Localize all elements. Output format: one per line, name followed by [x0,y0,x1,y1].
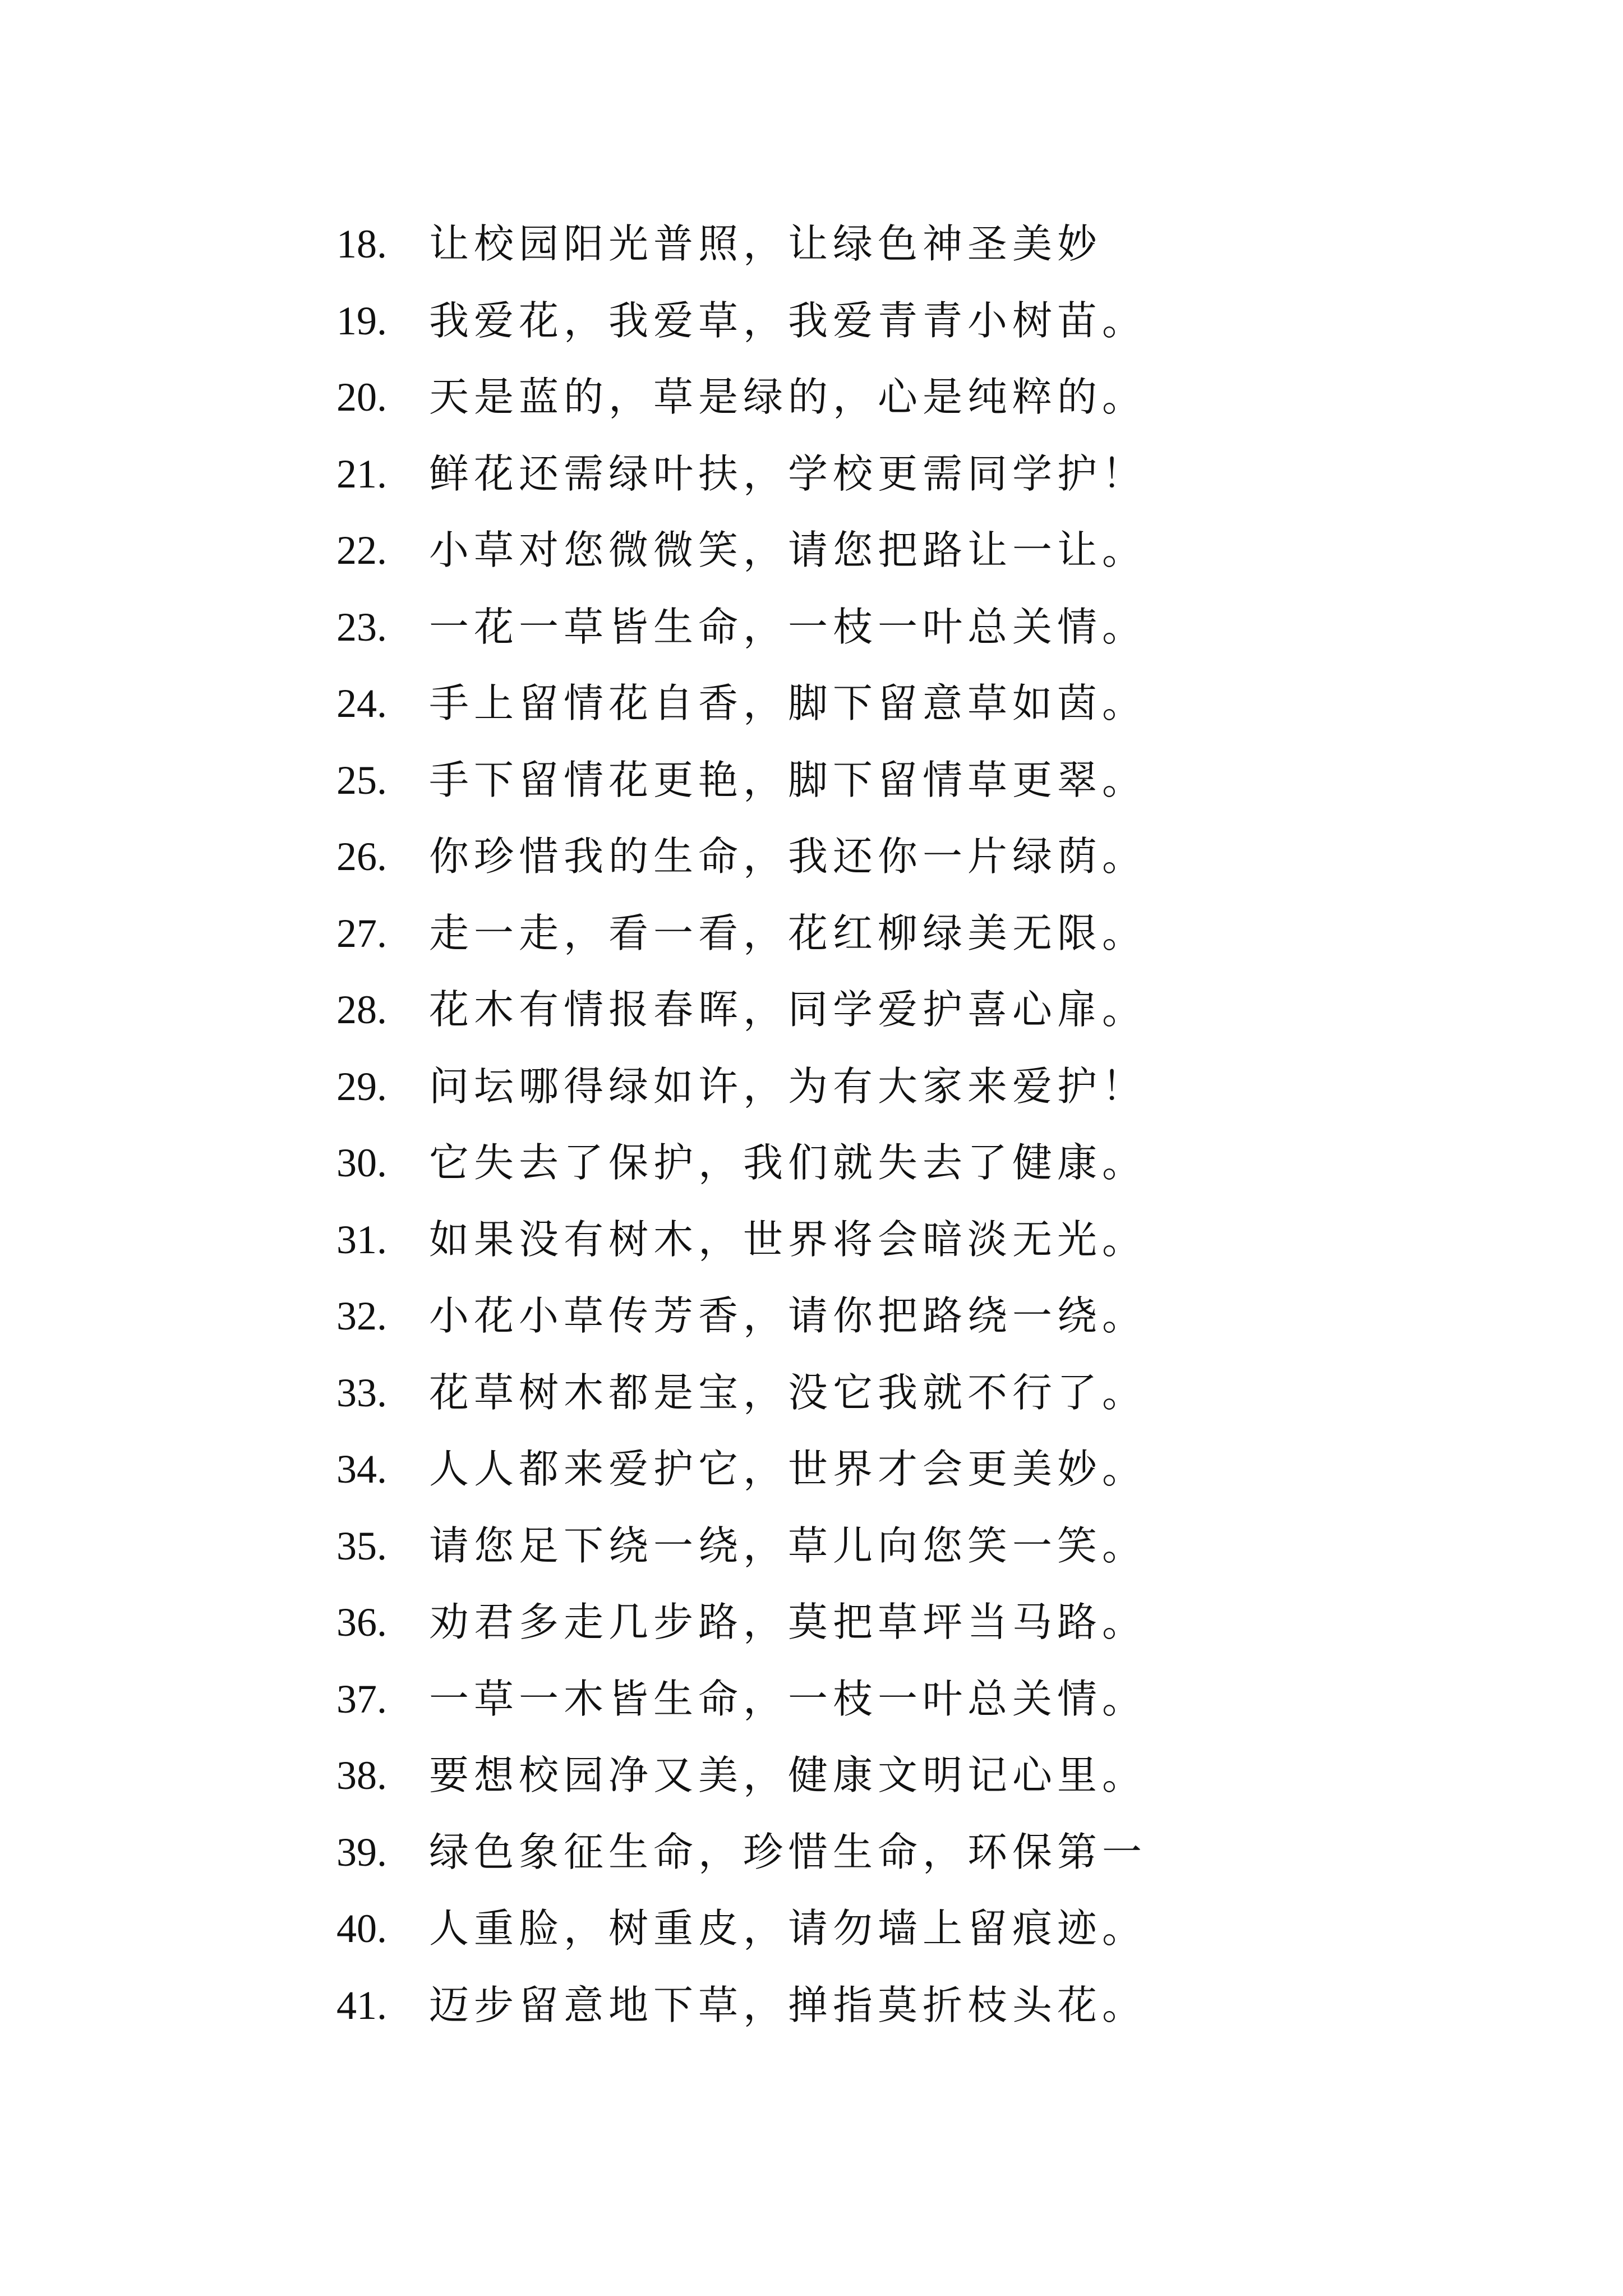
line-number: 33. [336,1370,387,1415]
line-number: 29. [336,1064,387,1109]
line-number: 21. [336,451,387,496]
slogan-text: 劝君多走几步路，莫把草坪当马路。 [429,1599,1147,1645]
slogan-text: 人重脸，树重皮，请勿墙上留痕迹。 [429,1905,1147,1952]
slogan-text: 小草对您微微笑，请您把路让一让。 [429,527,1147,573]
slogan-line-27 [336,904,1514,981]
slogan-line-35 [336,1516,1514,1593]
slogan-text: 请您足下绕一绕，草儿向您笑一笑。 [429,1522,1147,1569]
slogan-line-18 [336,214,1514,291]
slogan-line-30 [336,1133,1514,1210]
slogan-line-29 [336,1057,1514,1134]
line-number: 34. [336,1447,387,1492]
slogan-text: 人人都来爱护它，世界才会更美妙。 [429,1446,1147,1492]
slogan-line-22 [336,521,1514,597]
line-number: 37. [336,1676,387,1722]
line-number: 40. [336,1906,387,1951]
slogan-line-41 [336,1976,1514,2053]
slogan-text: 你珍惜我的生命，我还你一片绿荫。 [429,833,1147,880]
slogan-line-37 [336,1669,1514,1746]
line-number: 23. [336,604,387,650]
slogan-text: 我爱花，我爱草，我爱青青小树苗。 [429,297,1147,344]
slogan-line-25 [336,751,1514,827]
slogan-line-20 [336,367,1514,444]
line-number: 25. [336,757,387,803]
line-number: 20. [336,375,387,420]
slogan-text: 要想校园净又美，健康文明记心里。 [429,1752,1147,1798]
slogan-line-28 [336,980,1514,1057]
slogan-line-23 [336,597,1514,674]
slogan-line-21 [336,444,1514,521]
line-number: 35. [336,1523,387,1568]
slogan-line-38 [336,1746,1514,1823]
slogan-line-34 [336,1439,1514,1516]
slogan-text: 天是蓝的，草是绿的，心是纯粹的。 [429,374,1147,420]
slogan-text: 一草一木皆生命，一枝一叶总关情。 [429,1675,1147,1722]
slogan-line-24 [336,674,1514,751]
line-number: 28. [336,987,387,1032]
line-number: 36. [336,1600,387,1645]
slogan-line-26 [336,827,1514,904]
slogan-text: 让校园阳光普照，让绿色神圣美妙 [429,220,1103,267]
line-number: 41. [336,1982,387,2028]
slogan-text: 手上留情花自香，脚下留意草如茵。 [429,680,1147,726]
slogan-text: 问坛哪得绿如许，为有大家来爱护！ [429,1062,1147,1110]
line-number: 19. [336,298,387,343]
slogan-line-40 [336,1899,1514,1976]
line-number: 24. [336,681,387,726]
slogan-text: 迈步留意地下草，掸指莫折枝头花。 [429,1981,1147,2028]
slogan-list [336,214,1514,2052]
slogan-text: 绿色象征生命，珍惜生命，环保第一 [429,1828,1147,1875]
slogan-text: 一花一草皆生命，一枝一叶总关情。 [429,603,1147,650]
slogan-text: 如果没有树木，世界将会暗淡无光。 [429,1216,1147,1263]
slogan-text: 花木有情报春晖，同学爱护喜心扉。 [429,986,1147,1033]
slogan-text: 手下留情花更艳，脚下留情草更翠。 [429,756,1147,803]
line-number: 32. [336,1294,387,1338]
line-number: 38. [336,1753,387,1798]
line-number: 18. [336,222,387,266]
line-number: 27. [336,910,387,956]
slogan-text: 走一走，看一看，花红柳绿美无限。 [429,909,1147,956]
line-number: 30. [336,1140,387,1185]
slogan-text: 鲜花还需绿叶扶，学校更需同学护！ [429,450,1147,497]
slogan-text: 小花小草传芳香，请你把路绕一绕。 [429,1292,1147,1339]
line-number: 31. [336,1217,387,1262]
slogan-line-39 [336,1823,1514,1899]
slogan-line-31 [336,1210,1514,1287]
line-number: 26. [336,834,387,879]
slogan-line-33 [336,1363,1514,1440]
slogan-line-36 [336,1593,1514,1669]
line-number: 22. [336,528,387,573]
line-number: 39. [336,1829,387,1875]
slogan-line-32 [336,1286,1514,1363]
slogan-text: 花草树木都是宝，没它我就不行了。 [429,1369,1147,1416]
slogan-line-19 [336,291,1514,368]
slogan-text: 它失去了保护，我们就失去了健康。 [429,1139,1147,1186]
